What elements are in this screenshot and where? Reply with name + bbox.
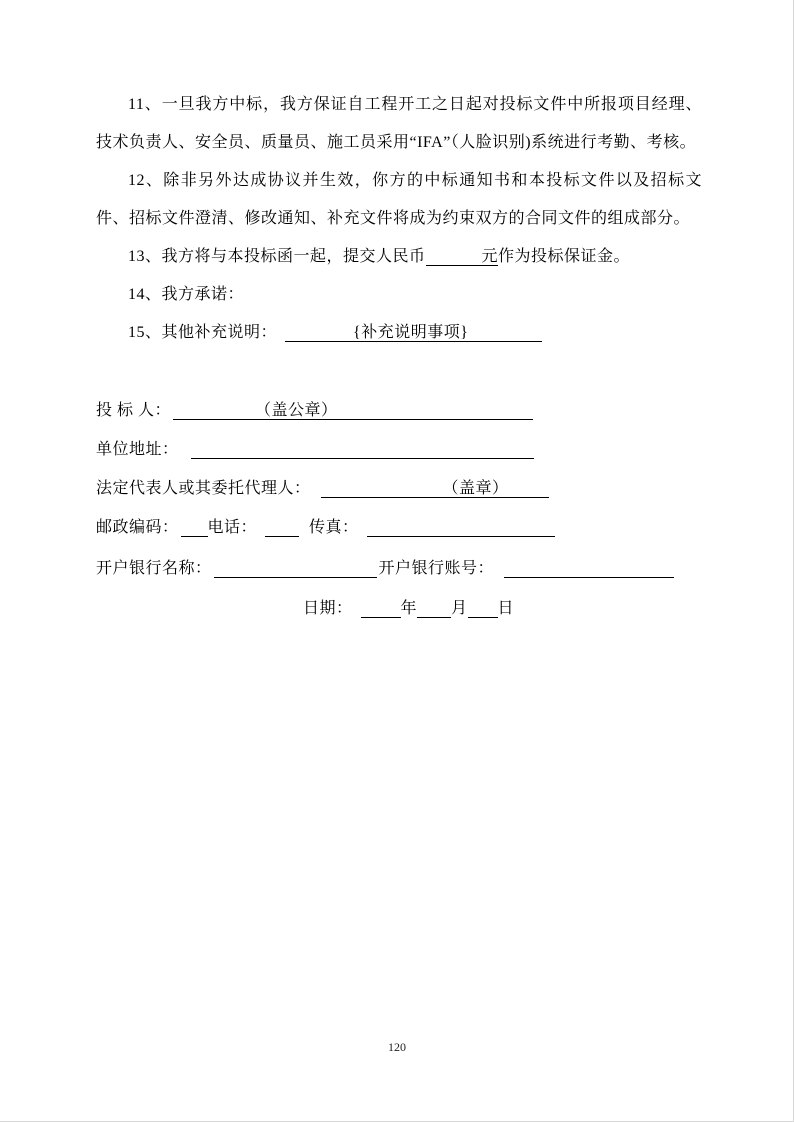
bank-row (96, 548, 702, 589)
bank-account-blank (504, 560, 674, 578)
postcode-label: 邮政编码： (96, 519, 179, 536)
bank-name-blank (214, 560, 377, 578)
paragraph-12: 12、除非另外达成协议并生效，你方的中标通知书和本投标文件以及招标文件、招标文件澄清、修改通知、补充文件将成为约束双方的合同文件的组成部分。 (96, 172, 702, 227)
blank-line (285, 336, 353, 337)
bidder-label: 投 标 人： (96, 402, 172, 419)
page-number: 120 (388, 1040, 406, 1054)
phone-blank (265, 519, 299, 537)
fax-blank (367, 519, 555, 537)
paragraph-11: 11、一旦我方中标，我方保证自工程开工之日起对投标文件中所报项目经理、技术负责人、安全员、质量员、施工员采用“IFA”（人脸识别)系统进行考勤、考核。 (96, 96, 702, 151)
blank-line (361, 612, 401, 613)
contact-row (96, 508, 702, 548)
blank-line (367, 531, 555, 532)
address-label: 单位地址： (96, 441, 179, 458)
fax-label: 传真： (309, 519, 359, 536)
blank-line (181, 531, 208, 532)
bidder-name-blank (173, 402, 533, 420)
blank-line (321, 492, 443, 493)
blank-line (468, 336, 542, 337)
currency-unit-label: 元 (481, 248, 499, 265)
blank-line (214, 572, 377, 573)
postcode-blank (181, 519, 208, 537)
blank-line (426, 260, 482, 261)
paragraph-15-label: 15、其他补充说明： (128, 324, 278, 341)
date-year-blank (361, 600, 401, 618)
date-day-blank (468, 600, 498, 618)
bank-name-label: 开户银行名称： (96, 560, 212, 577)
blank-line (504, 572, 674, 573)
legal-representative-blank (321, 480, 549, 498)
legal-representative-row (96, 469, 702, 508)
blank-line (509, 492, 549, 493)
bank-account-label: 开户银行账号： (378, 560, 495, 577)
date-month-blank (417, 600, 451, 618)
day-label: 日 (497, 600, 515, 617)
deposit-amount-blank (426, 248, 499, 266)
supplementary-notes-placeholder: {补充说明事项} (353, 324, 469, 341)
seal-label: （盖章） (442, 480, 509, 497)
paragraph-13-suffix: 作为投标保证金。 (498, 248, 631, 265)
document-body (96, 86, 702, 628)
blank-line (173, 414, 255, 415)
address-blank (191, 441, 534, 459)
paragraph-13 (96, 238, 702, 276)
blank-line (468, 612, 498, 613)
company-seal-label: （盖公章） (255, 402, 338, 419)
blank-line (417, 612, 451, 613)
page-footer (0, 1040, 794, 1055)
year-label: 年 (400, 600, 418, 617)
blank-line (265, 531, 299, 532)
paragraph-14: 14、我方承诺： (128, 286, 245, 303)
phone-label: 电话： (207, 519, 258, 536)
paragraph-15 (96, 314, 702, 352)
legal-representative-label: 法定代表人或其委托代理人： (96, 480, 311, 497)
month-label: 月 (451, 600, 468, 617)
date-row (303, 589, 702, 628)
blank-line (338, 414, 533, 415)
address-row (96, 430, 702, 469)
signature-block (96, 391, 702, 628)
blank-line (191, 453, 534, 454)
bidder-row (96, 391, 702, 430)
date-label: 日期： (303, 600, 353, 617)
supplementary-notes-blank (285, 324, 542, 342)
paragraph-13-prefix: 13、我方将与本投标函一起，提交人民币 (128, 248, 426, 265)
